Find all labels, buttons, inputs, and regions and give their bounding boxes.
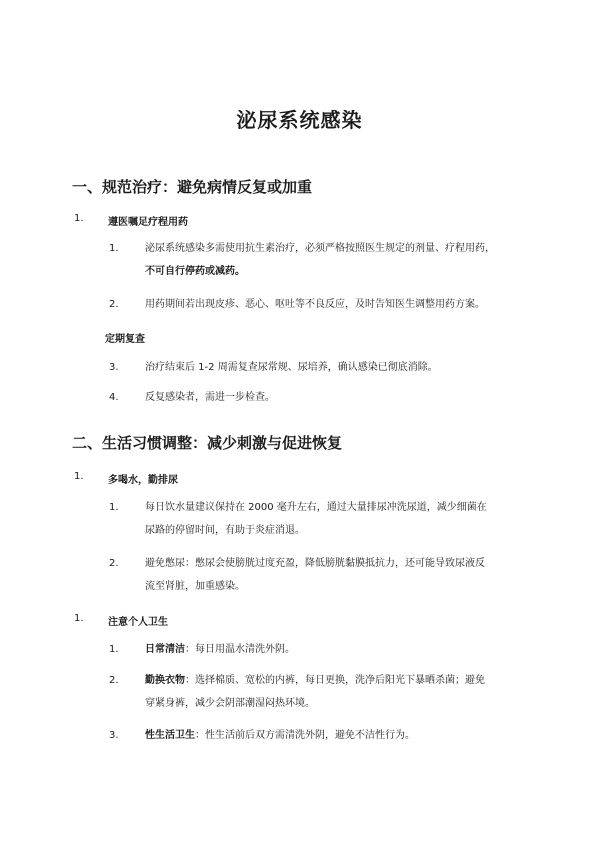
sublist-number: 2. (109, 675, 119, 686)
text-line: ：每日用温水清洗外阴。 (185, 644, 295, 655)
sublist-item-text (145, 638, 530, 661)
text-line: ：选择棉质、宽松的内裤，每日更换，洗净后阳光下暴晒杀菌；避免 (185, 675, 485, 686)
sublist-number: 3. (109, 362, 119, 373)
page-title: 泌尿系统感染 (236, 108, 363, 132)
list-item-label: 注意个人卫生 (108, 617, 168, 628)
sublist-number: 1. (109, 502, 119, 513)
sublist-number: 2. (109, 299, 119, 310)
list-item-label: 遵医嘱足疗程用药 (108, 217, 188, 228)
emphasis-text: 不可自行停药或减药。 (145, 266, 245, 277)
sublist-item-text (145, 496, 530, 542)
section-heading-lifestyle: 二、生活习惯调整：减少刺激与促进恢复 (72, 434, 343, 452)
sublist-item-text (145, 724, 530, 747)
emphasis-text: 勤换衣物 (145, 675, 185, 686)
text-line: 避免憋尿：憋尿会使膀胱过度充盈，降低膀胱黏膜抵抗力，还可能导致尿液反 (145, 558, 485, 569)
text-line: 尿路的停留时间，有助于炎症消退。 (145, 525, 305, 536)
text-line: ：性生活前后双方需清洗外阴，避免不洁性行为。 (195, 730, 415, 741)
sublist-number: 3. (109, 730, 119, 741)
emphasis-text: 日常清洁 (145, 644, 185, 655)
group-label: 定期复查 (105, 334, 145, 345)
sublist-number: 1. (109, 243, 119, 254)
emphasis-text: 性生活卫生 (145, 730, 195, 741)
sublist-item-text (145, 237, 530, 283)
sublist-number: 2. (109, 558, 119, 569)
list-item-label: 多喝水，勤排尿 (108, 475, 178, 486)
section-heading-treatment: 一、规范治疗：避免病情反复或加重 (72, 178, 313, 196)
text-line: 流至肾脏，加重感染。 (145, 581, 245, 592)
sublist-item-text: 治疗结束后 1-2 周需复查尿常规、尿培养，确认感染已彻底消除。 (145, 362, 438, 373)
list-number: 1. (74, 613, 84, 624)
sublist-number: 4. (109, 392, 119, 403)
sublist-item-text (145, 552, 530, 598)
text-line: 穿紧身裤，减少会阴部潮湿闷热环境。 (145, 698, 315, 709)
sublist-number: 1. (109, 644, 119, 655)
text-line: 泌尿系统感染多需使用抗生素治疗，必须严格按照医生规定的剂量、疗程用药， (145, 243, 495, 254)
text-line: 每日饮水量建议保持在 2000 毫升左右，通过大量排尿冲洗尿道，减少细菌在 (145, 502, 487, 513)
list-number: 1. (74, 471, 84, 482)
sublist-item-text (145, 669, 530, 715)
list-number: 1. (74, 213, 84, 224)
sublist-item-text: 反复感染者，需进一步检查。 (145, 392, 275, 403)
sublist-item-text: 用药期间若出现皮疹、恶心、呕吐等不良反应，及时告知医生调整用药方案。 (145, 299, 485, 310)
